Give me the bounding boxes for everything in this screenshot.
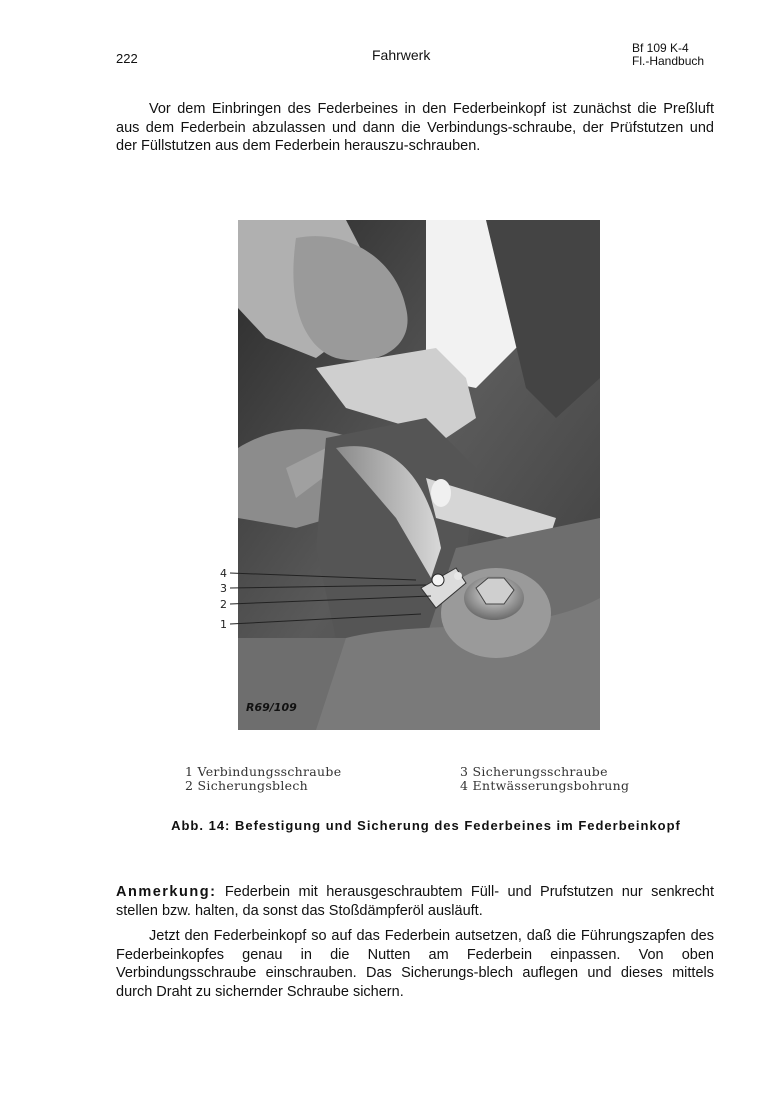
legend-item (460, 779, 629, 793)
legend-number: 4 (460, 778, 469, 793)
legend-item (185, 779, 341, 793)
legend-number: 3 (460, 764, 469, 779)
document-id-line2: Fl.-Handbuch (632, 54, 705, 68)
figure-caption: Abb. 14: Befestigung und Sicherung des Federbeines im Federbeinkopf (171, 818, 681, 833)
document-id-line1: Bf 109 K-4 (632, 41, 689, 55)
legend-item (185, 765, 341, 779)
legend-number: 2 (185, 778, 194, 793)
legend-item (460, 765, 629, 779)
strut-photo (220, 218, 602, 730)
page-title: Fahrwerk (372, 47, 431, 63)
figure-legend-left (185, 765, 341, 793)
figure-legend-right (460, 765, 629, 793)
page-number: 222 (116, 51, 138, 66)
legend-text: Sicherungsblech (197, 778, 308, 793)
instruction-paragraph: Jetzt den Federbeinkopf so auf das Federbein autsetzen, daß die Führungszapfen des Federbeinkopfes genau in die Nutten am Federbein einpassen. Von oben Verbindungsschraube einschrauben. Das Sicherungs-blech auflegen und dieses mittels durch Draht zu sichernder Schraube sichern. (116, 928, 714, 1000)
document-id (632, 42, 704, 68)
intro-paragraph: Vor dem Einbringen des Federbeines in den Federbeinkopf ist zunächst die Preßluft aus dem Federbein abzulassen und dann die Verbindungs-schraube, der Prüfstutzen und der Füllstutzen aus dem Federbein herauszu-schrauben. (116, 101, 714, 154)
callout-1: 1 (220, 618, 227, 631)
photo-code: R69/109 (246, 701, 297, 714)
callout-4: 4 (220, 567, 227, 580)
note-paragraph (116, 883, 714, 920)
legend-text: Verbindungsschraube (197, 764, 342, 779)
legend-text: Entwässerungsbohrung (472, 778, 630, 793)
legend-number: 1 (185, 764, 194, 779)
legend-text: Sicherungsschraube (472, 764, 608, 779)
note-text: Federbein mit herausgeschraubtem Füll- und Prufstutzen nur senkrecht stellen bzw. halten, da sonst das Stoßdämpferöl ausläuft. (116, 884, 715, 919)
note-label: Anmerkung: (116, 884, 217, 900)
callout-3: 3 (220, 582, 227, 595)
callout-2: 2 (220, 598, 227, 611)
